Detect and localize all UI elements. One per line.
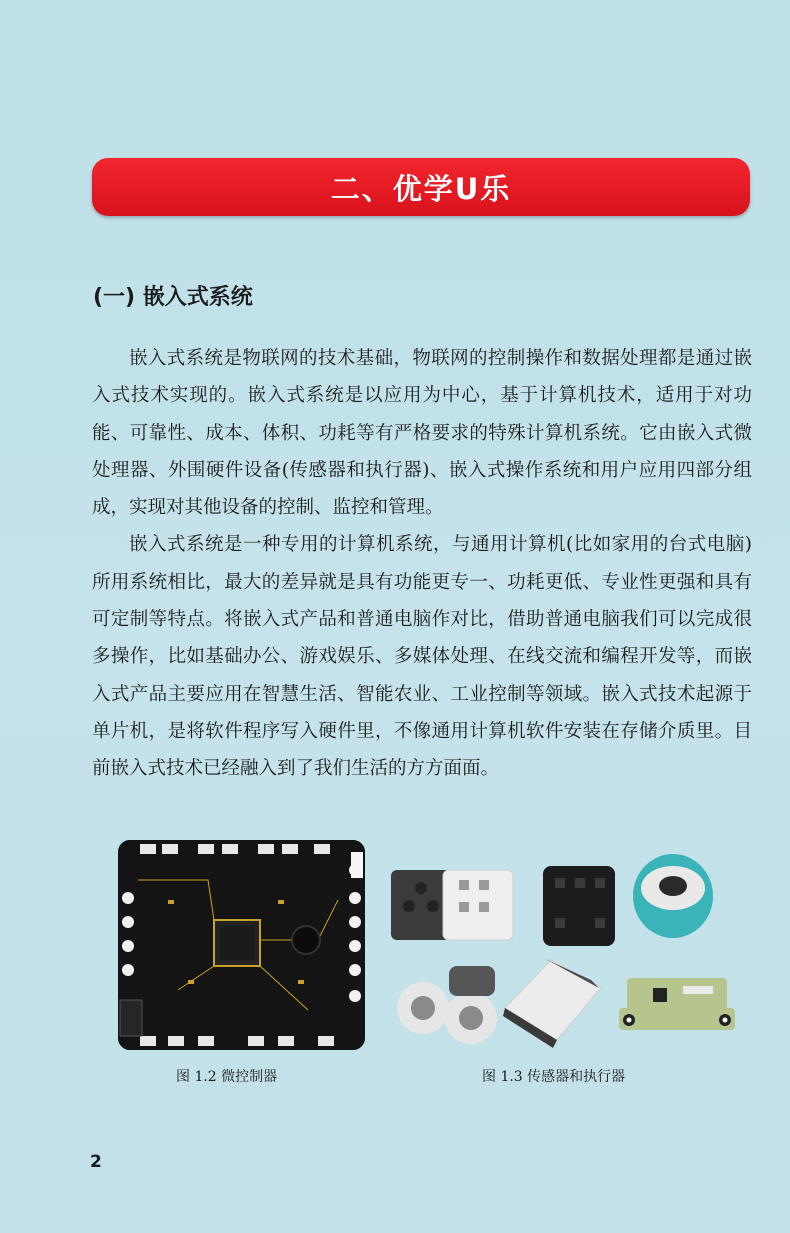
section-heading: (一) 嵌入式系统 <box>93 285 253 310</box>
chapter-title: 二、优学U乐 <box>330 171 512 206</box>
microcontroller-board-image <box>118 840 365 1050</box>
paragraph: 嵌入式系统是一种专用的计算机系统，与通用计算机(比如家用的台式电脑)所用系统相比，最大的差异就是具有功能更专一、功耗更低、专业性更强和具有可定制等特点。将嵌入式产品和普通电脑作对比，借助普通电脑我们可以完成很多操作，比如基础办公、游戏娱乐、多媒体处理、在线交流和编程开发等，而嵌入式产品主要应用在智慧生活、智能农业、工业控制等领域。嵌入式技术起源于单片机，是将软件程序写入硬件里，不像通用计算机软件安装在存储介质里。目前嵌入式技术已经融入到了我们生活的方方面面。 <box>92 534 752 780</box>
chapter-banner <box>92 158 750 216</box>
page-number: 2 <box>90 1152 102 1172</box>
paragraph: 嵌入式系统是物联网的技术基础，物联网的控制操作和数据处理都是通过嵌入式技术实现的。嵌入式系统是以应用为中心，基于计算机技术，适用于对功能、可靠性、成本、体积、功耗等有严格要求的特殊计算机系统。它由嵌入式微处理器、外围硬件设备(传感器和执行器)、嵌入式操作系统和用户应用四部分组成，实现对其他设备的控制、监控和管理。 <box>92 348 752 519</box>
sensors-actuators-image <box>383 848 753 1058</box>
body-text <box>92 340 752 788</box>
figure-caption: 图 1.3 传感器和执行器 <box>482 1069 626 1085</box>
figure-caption: 图 1.2 微控制器 <box>176 1069 278 1085</box>
